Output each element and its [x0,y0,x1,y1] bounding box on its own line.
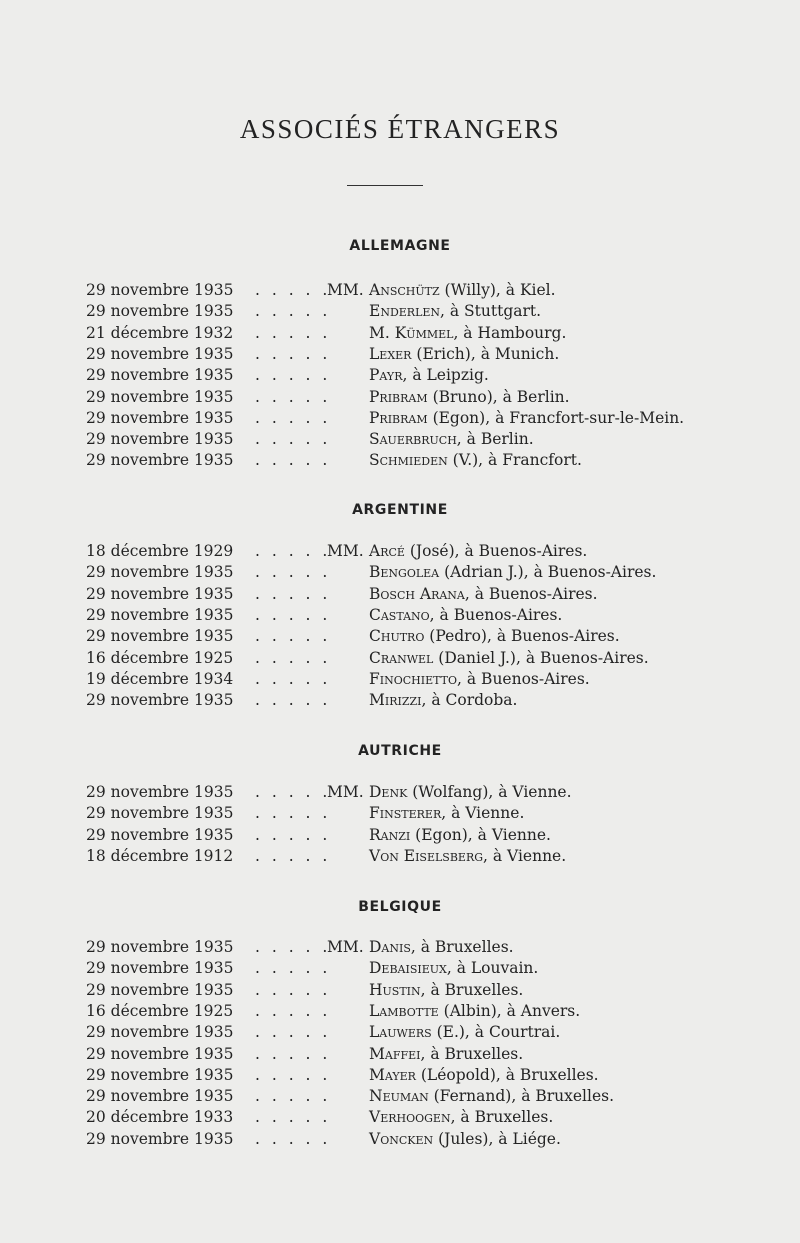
member-name: Voncken [369,1129,434,1148]
member-name: Ranzi [369,825,411,844]
list-item [0,301,800,322]
list-item [0,450,800,471]
list-item [0,1086,800,1107]
list-item [0,387,800,408]
list-item [0,669,800,690]
election-date: 29 novembre 1935 [86,281,234,299]
member-location: , à Bruxelles. [450,1108,554,1127]
list-item [0,690,800,711]
election-date: 16 décembre 1925 [86,648,234,667]
leader-dots: . . . . . [255,563,331,582]
leader-dots: . . . . . [255,959,331,978]
member-entry [369,450,582,471]
member-entry [369,980,523,1001]
member-entry [369,846,566,867]
list-item [0,408,800,429]
leader-dots: . . . . . [255,1065,331,1084]
member-name: Hustin [369,980,421,999]
leader-dots: . . . . . [255,1023,331,1042]
member-name: Verhoogen [369,1108,451,1127]
honorific-mm: MM. [327,938,364,956]
section-heading: ALLEMAGNE [349,238,451,254]
election-date: 20 décembre 1933 [86,1108,234,1127]
election-date: 29 novembre 1935 [86,825,234,844]
leader-dots: . . . . . [255,408,331,427]
member-name: Finochietto [369,669,458,688]
list-item [0,846,800,867]
election-date: 29 novembre 1935 [86,430,234,449]
member-name: Anschütz [369,281,440,299]
member-entry [369,690,517,711]
leader-dots: . . . . . [255,846,331,865]
honorific-mm: MM. [327,281,364,299]
election-date: 29 novembre 1935 [86,938,234,956]
election-date: 29 novembre 1935 [86,344,234,363]
member-name: Lauwers [369,1023,432,1042]
election-date: 29 novembre 1935 [86,387,234,406]
election-date: 29 novembre 1935 [86,563,234,582]
member-location: (Albin), à Anvers. [438,1001,581,1020]
member-entry [369,280,556,301]
leader-dots: . . . . . [255,804,331,823]
member-location: , à Louvain. [446,959,539,978]
member-name: Neuman [369,1087,429,1106]
list-item [0,584,800,605]
leader-dots: . . . . . [255,366,331,385]
member-name: Pribram [369,408,428,427]
list-item [0,626,800,647]
election-date: 29 novembre 1935 [86,1023,234,1042]
member-location: , à Bruxelles. [420,1044,524,1063]
leader-dots: . . . . . [255,648,331,667]
member-entry [369,1044,523,1065]
member-location: (Daniel J.), à Buenos-Aires. [433,648,649,667]
leader-dots: . . . . . [255,387,331,406]
member-location: (José), à Buenos-Aires. [404,542,588,560]
election-date: 29 novembre 1935 [86,783,234,801]
member-entry [369,408,684,429]
member-location: (Egon), à Vienne. [410,825,551,844]
member-name: Chutro [369,627,425,646]
member-location: , à Vienne. [483,846,567,865]
member-name: Lexer [369,344,412,363]
member-name: Pribram [369,387,428,406]
member-name: Payr [369,366,403,385]
list-item [0,958,800,979]
list-item [0,980,800,1001]
member-name: M. Kümmel [369,323,454,342]
member-entry [369,958,538,979]
member-entry [369,1107,553,1128]
election-date: 29 novembre 1935 [86,980,234,999]
election-date: 18 décembre 1912 [86,846,234,865]
list-item [0,429,800,450]
election-date: 29 novembre 1935 [86,366,234,385]
member-entry [369,365,489,386]
leader-dots: . . . . . [255,323,331,342]
member-location: , à Buenos-Aires. [464,584,598,603]
member-name: Mayer [369,1065,416,1084]
member-entry [369,605,562,626]
member-location: (Bruno), à Berlin. [427,387,570,406]
list-item [0,344,800,365]
member-location: , à Cordoba. [421,691,518,710]
election-date: 29 novembre 1935 [86,408,234,427]
member-entry [369,1086,614,1107]
election-date: 29 novembre 1935 [86,605,234,624]
list-item [0,1022,800,1043]
leader-dots: . . . . . [255,938,331,956]
member-location: (Wolfang), à Vienne. [407,783,572,801]
leader-dots: . . . . . [255,1129,331,1148]
list-item [0,648,800,669]
member-entry [369,648,649,669]
member-name: Enderlen [369,302,441,321]
member-entry [369,387,570,408]
member-location: , à Leipzig. [402,366,489,385]
section-heading: ARGENTINE [352,502,448,518]
member-entry [369,301,541,322]
member-entry [369,1001,580,1022]
election-date: 29 novembre 1935 [86,1044,234,1063]
member-name: Castano [369,605,430,624]
list-item [0,825,800,846]
member-entry [369,1065,599,1086]
member-location: , à Stuttgart. [440,302,542,321]
member-location: (Fernand), à Bruxelles. [428,1087,615,1106]
member-entry [369,669,590,690]
leader-dots: . . . . . [255,1087,331,1106]
leader-dots: . . . . . [255,281,331,299]
leader-dots: . . . . . [255,783,331,801]
election-date: 29 novembre 1935 [86,584,234,603]
section-heading: AUTRICHE [358,743,442,759]
member-location: (Willy), à Kiel. [439,281,556,299]
list-item [0,1001,800,1022]
election-date: 29 novembre 1935 [86,627,234,646]
list-item [0,562,800,583]
election-date: 29 novembre 1935 [86,451,234,470]
leader-dots: . . . . . [255,605,331,624]
title-divider [347,185,423,186]
member-name: Danis [369,938,411,956]
election-date: 19 décembre 1934 [86,669,234,688]
leader-dots: . . . . . [255,825,331,844]
member-name: Cranwel [369,648,434,667]
member-entry [369,429,534,450]
member-location: , à Buenos-Aires. [457,669,590,688]
member-name: Bengolea [369,563,440,582]
member-location: (V.), à Francfort. [447,451,582,470]
member-location: , à Bruxelles. [410,938,514,956]
member-name: Finsterer [369,804,442,823]
leader-dots: . . . . . [255,691,331,710]
list-item [0,782,800,803]
member-entry [369,562,656,583]
member-location: (Egon), à Francfort-sur-le-Mein. [427,408,685,427]
election-date: 29 novembre 1935 [86,1087,234,1106]
leader-dots: . . . . . [255,980,331,999]
leader-dots: . . . . . [255,451,331,470]
list-item [0,1129,800,1150]
honorific-mm: MM. [327,542,364,560]
member-name: Sauerbruch [369,430,457,449]
member-name: Denk [369,783,408,801]
member-name: Debaisieux [369,959,447,978]
member-entry [369,323,566,344]
member-name: Arcé [369,542,405,560]
leader-dots: . . . . . [255,1108,331,1127]
leader-dots: . . . . . [255,584,331,603]
leader-dots: . . . . . [255,669,331,688]
member-location: , à Bruxelles. [420,980,524,999]
list-item [0,1065,800,1086]
member-location: (Pedro), à Buenos-Aires. [424,627,620,646]
member-entry [369,782,572,803]
list-item [0,541,800,562]
list-item [0,1044,800,1065]
leader-dots: . . . . . [255,344,331,363]
list-item [0,323,800,344]
member-name: Bosch Arana [369,584,465,603]
member-location: (Erich), à Munich. [411,344,560,363]
member-entry [369,1022,560,1043]
member-entry [369,344,559,365]
leader-dots: . . . . . [255,302,331,321]
member-entry [369,1129,561,1150]
election-date: 29 novembre 1935 [86,302,234,321]
member-name: Schmieden [369,451,448,470]
member-entry [369,937,514,958]
list-item [0,803,800,824]
member-location: , à Buenos-Aires. [429,605,563,624]
list-item [0,1107,800,1128]
leader-dots: . . . . . [255,542,331,560]
list-item [0,605,800,626]
leader-dots: . . . . . [255,627,331,646]
member-entry [369,541,587,562]
list-item [0,280,800,301]
election-date: 29 novembre 1935 [86,1065,234,1084]
election-date: 29 novembre 1935 [86,804,234,823]
list-item [0,365,800,386]
election-date: 29 novembre 1935 [86,1129,234,1148]
member-location: (Jules), à Liége. [433,1129,561,1148]
leader-dots: . . . . . [255,1044,331,1063]
election-date: 29 novembre 1935 [86,691,234,710]
member-location: (Adrian J.), à Buenos-Aires. [439,563,657,582]
member-location: (Léopold), à Bruxelles. [415,1065,599,1084]
member-name: Mirizzi [369,691,422,710]
member-name: Lambotte [369,1001,439,1020]
election-date: 18 décembre 1929 [86,542,234,560]
member-location: , à Vienne. [441,804,525,823]
honorific-mm: MM. [327,783,364,801]
list-item [0,937,800,958]
member-name: Maffei [369,1044,421,1063]
member-entry [369,825,551,846]
member-location: , à Hambourg. [453,323,567,342]
member-location: , à Berlin. [456,430,534,449]
member-entry [369,803,524,824]
section-heading: BELGIQUE [358,899,442,915]
election-date: 16 décembre 1925 [86,1001,234,1020]
member-entry [369,626,620,647]
member-entry [369,584,598,605]
leader-dots: . . . . . [255,1001,331,1020]
election-date: 21 décembre 1932 [86,323,234,342]
leader-dots: . . . . . [255,430,331,449]
member-location: (E.), à Courtrai. [431,1023,561,1042]
member-name: Von Eiselsberg [369,846,484,865]
page-title: ASSOCIÉS ÉTRANGERS [239,114,561,144]
election-date: 29 novembre 1935 [86,959,234,978]
